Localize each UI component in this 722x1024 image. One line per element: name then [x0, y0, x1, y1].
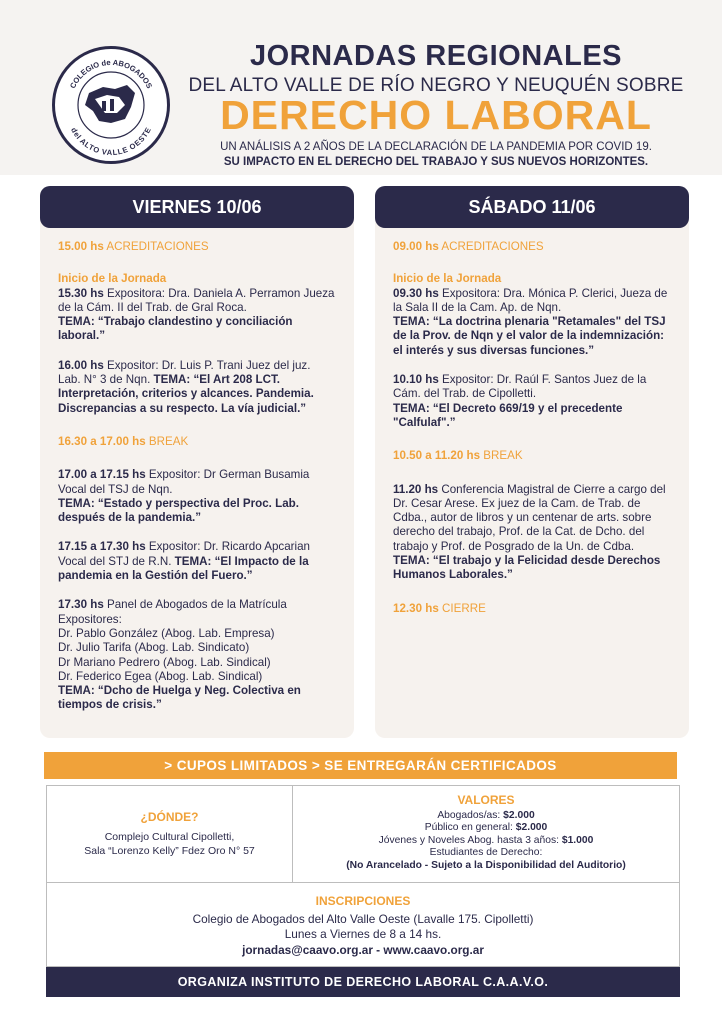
panel-title: Panel de Abogados de la Matrícula — [107, 598, 287, 612]
friday-talk-2 — [58, 359, 336, 416]
topic: TEMA: “El Impacto de la pandemia en la Gestión del Fuero.” — [58, 554, 309, 583]
saturday-schedule — [375, 186, 689, 738]
time: 11.20 hs — [393, 482, 439, 496]
logo-emblem-icon — [55, 49, 167, 161]
venue-line: Complejo Cultural Cipolletti, — [104, 831, 235, 843]
panelist: Dr Mariano Pedrero (Abog. Lab. Sindical) — [58, 655, 271, 669]
time: 09.00 hs — [393, 240, 439, 253]
registration-heading: INSCRIPCIONES — [315, 894, 411, 908]
time: 10.10 hs — [393, 373, 439, 387]
speaker: Expositor: Dr German Busamia Vocal del TSJ de Nqn. — [58, 468, 310, 496]
price-label: Abogados/as: — [437, 809, 501, 821]
info-box — [46, 785, 680, 967]
event-subtitle-2: SU IMPACTO EN EL DERECHO DEL TRABAJO Y SUS NUEVOS HORIZONTES. — [223, 156, 649, 168]
topic: TEMA: “Estado y perspectiva del Proc. Lab. después de la pandemia.” — [58, 496, 299, 525]
label: ACREDITACIONES — [106, 240, 209, 253]
price-row — [293, 810, 679, 823]
start-label: Inicio de la Jornada — [393, 272, 502, 286]
panelist: Dr. Julio Tarifa (Abog. Lab. Sindicato) — [58, 641, 250, 655]
saturday-talk-2 — [393, 373, 671, 430]
time: 15.30 hs — [58, 286, 104, 300]
saturday-header: SÁBADO 11/06 — [375, 186, 689, 228]
event-topic: DERECHO LABORAL — [220, 92, 652, 138]
time: 17.30 hs — [58, 598, 104, 612]
registration-hours: Lunes a Viernes de 8 a 14 hs. — [284, 927, 442, 942]
friday-schedule — [40, 186, 354, 738]
event-region: DEL ALTO VALLE DE RÍO NEGRO Y NEUQUÉN SOBRE — [188, 75, 684, 96]
topic: TEMA: “Trabajo clandestino y conciliación laboral.” — [58, 315, 293, 343]
time: 17.00 a 17.15 hs — [58, 468, 146, 482]
friday-talk-1 — [58, 272, 336, 343]
price-value: $1.000 — [561, 834, 594, 846]
svg-text:COLEGIO de ABOGADOS — [68, 58, 154, 90]
time: 09.30 hs — [393, 286, 439, 300]
start-label: Inicio de la Jornada — [58, 272, 167, 286]
registration-contact-link[interactable]: jornadas@caavo.org.ar - www.caavo.org.ar — [242, 942, 484, 957]
speaker: Expositor: Dr. Ricardo Apcarian Vocal del STJ de R.N. — [58, 540, 311, 568]
time: 17.15 a 17.30 hs — [58, 540, 146, 554]
logo-top-text: COLEGIO de ABOGADOS — [68, 57, 154, 90]
price-row — [293, 835, 679, 848]
price-note: (No Arancelado - Sujeto a la Disponibilidad del Auditorio) — [346, 859, 626, 871]
friday-break — [58, 435, 336, 449]
caavo-logo — [52, 46, 170, 164]
topic: TEMA: “El Decreto 669/19 y el precedente "Calfulaf".” — [393, 401, 623, 429]
topic: TEMA: “El Art 208 LCT. Interpretación, criterios y alcances. Pandemia. Discrepancias a su respecto. La vía judicial.” — [58, 373, 314, 415]
label: BREAK — [148, 434, 189, 448]
speaker: Expositora: Dra. Mónica P. Clerici, Jueza de la Sala II de la Cam. Ap. de Nqn. — [393, 286, 668, 314]
topic: TEMA: “Dcho de Huelga y Neg. Colectiva en tiempos de crisis.” — [58, 684, 301, 712]
prices-section — [293, 794, 679, 873]
limited-spots-banner: > CUPOS LIMITADOS > SE ENTREGARÁN CERTIFICADOS — [44, 752, 677, 779]
registration-section — [47, 894, 679, 958]
svg-text:del ALTO VALLE OESTE — [69, 126, 153, 157]
price-value: $2.000 — [515, 822, 548, 834]
panelist: Dr. Federico Egea (Abog. Lab. Sindical) — [58, 669, 263, 683]
saturday-closing — [393, 602, 671, 616]
speaker: Expositora: Dra. Daniela A. Perramon Jueza de la Cám. II del Trab. de Gral Roca. — [58, 286, 335, 314]
time: 10.50 a 11.20 hs — [393, 449, 481, 463]
price-value: $2.000 — [503, 809, 535, 821]
speaker: Expositor: Dr. Raúl F. Santos Juez de la Cám. del Trab. de Cipolletti. — [393, 373, 647, 401]
label: CIERRE — [442, 601, 486, 615]
saturday-accreditation — [393, 240, 671, 254]
time: 16.30 a 17.00 hs — [58, 434, 146, 448]
time: 16.00 hs — [58, 358, 104, 372]
venue-section — [47, 810, 292, 858]
saturday-talk-1 — [393, 272, 671, 358]
venue-heading: ¿DÓNDE? — [140, 810, 199, 824]
label: ACREDITACIONES — [441, 240, 544, 253]
friday-accreditation — [58, 240, 336, 254]
panel-subtitle: Expositores: — [58, 612, 122, 626]
price-label: Jóvenes y Noveles Abog. hasta 3 años: — [378, 834, 559, 846]
topic: TEMA: “El trabajo y la Felicidad desde Derechos Humanos Laborales.” — [393, 554, 661, 582]
friday-talk-4 — [58, 540, 336, 583]
price-row: Estudiantes de Derecho: — [429, 847, 543, 859]
saturday-talk-3 — [393, 483, 671, 583]
registration-address: Colegio de Abogados del Alto Valle Oeste (Lavalle 175. Cipolletti) — [192, 912, 534, 927]
friday-panel — [58, 598, 336, 712]
speaker: Expositor: Dr. Luis P. Trani Juez del juz. Lab. N° 3 de Nqn. — [58, 358, 311, 387]
time: 15.00 hs — [58, 240, 104, 253]
topic: TEMA: “La doctrina plenaria "Retamales" del TSJ de la Prov. de Nqn y el valor de la indemnización: el interés y sus diversas funciones.” — [393, 315, 666, 357]
price-label: Público en general: — [424, 822, 513, 834]
friday-talk-3 — [58, 468, 336, 525]
saturday-break — [393, 449, 671, 463]
time: 12.30 hs — [393, 601, 439, 615]
speaker: Conferencia Magistral de Cierre a cargo del Dr. Cesar Arese. Ex juez de la Cam. de Trab. de Cdba., autor de libros y un centenar de arts. sobre derecho del trabajo, Prof. de la Cat. de Dcho. del trabajo y Prof. de Posgrado de la Un. de Cdba. — [393, 482, 666, 553]
organizer-footer: ORGANIZA INSTITUTO DE DERECHO LABORAL C.A.A.V.O. — [46, 967, 680, 997]
event-subtitle-1: UN ANÁLISIS A 2 AÑOS DE LA DECLARACIÓN DE LA PANDEMIA POR COVID 19. — [220, 141, 652, 153]
friday-header: VIERNES 10/06 — [40, 186, 354, 228]
divider — [47, 882, 679, 883]
price-row — [293, 822, 679, 835]
event-title: JORNADAS REGIONALES — [249, 40, 623, 72]
venue-line: Sala “Lorenzo Kelly” Fdez Oro N° 57 — [84, 845, 255, 857]
label: BREAK — [483, 449, 523, 463]
panelist: Dr. Pablo González (Abog. Lab. Empresa) — [58, 626, 275, 640]
logo-bottom-text: del ALTO VALLE OESTE — [69, 126, 153, 158]
prices-heading: VALORES — [457, 793, 515, 807]
